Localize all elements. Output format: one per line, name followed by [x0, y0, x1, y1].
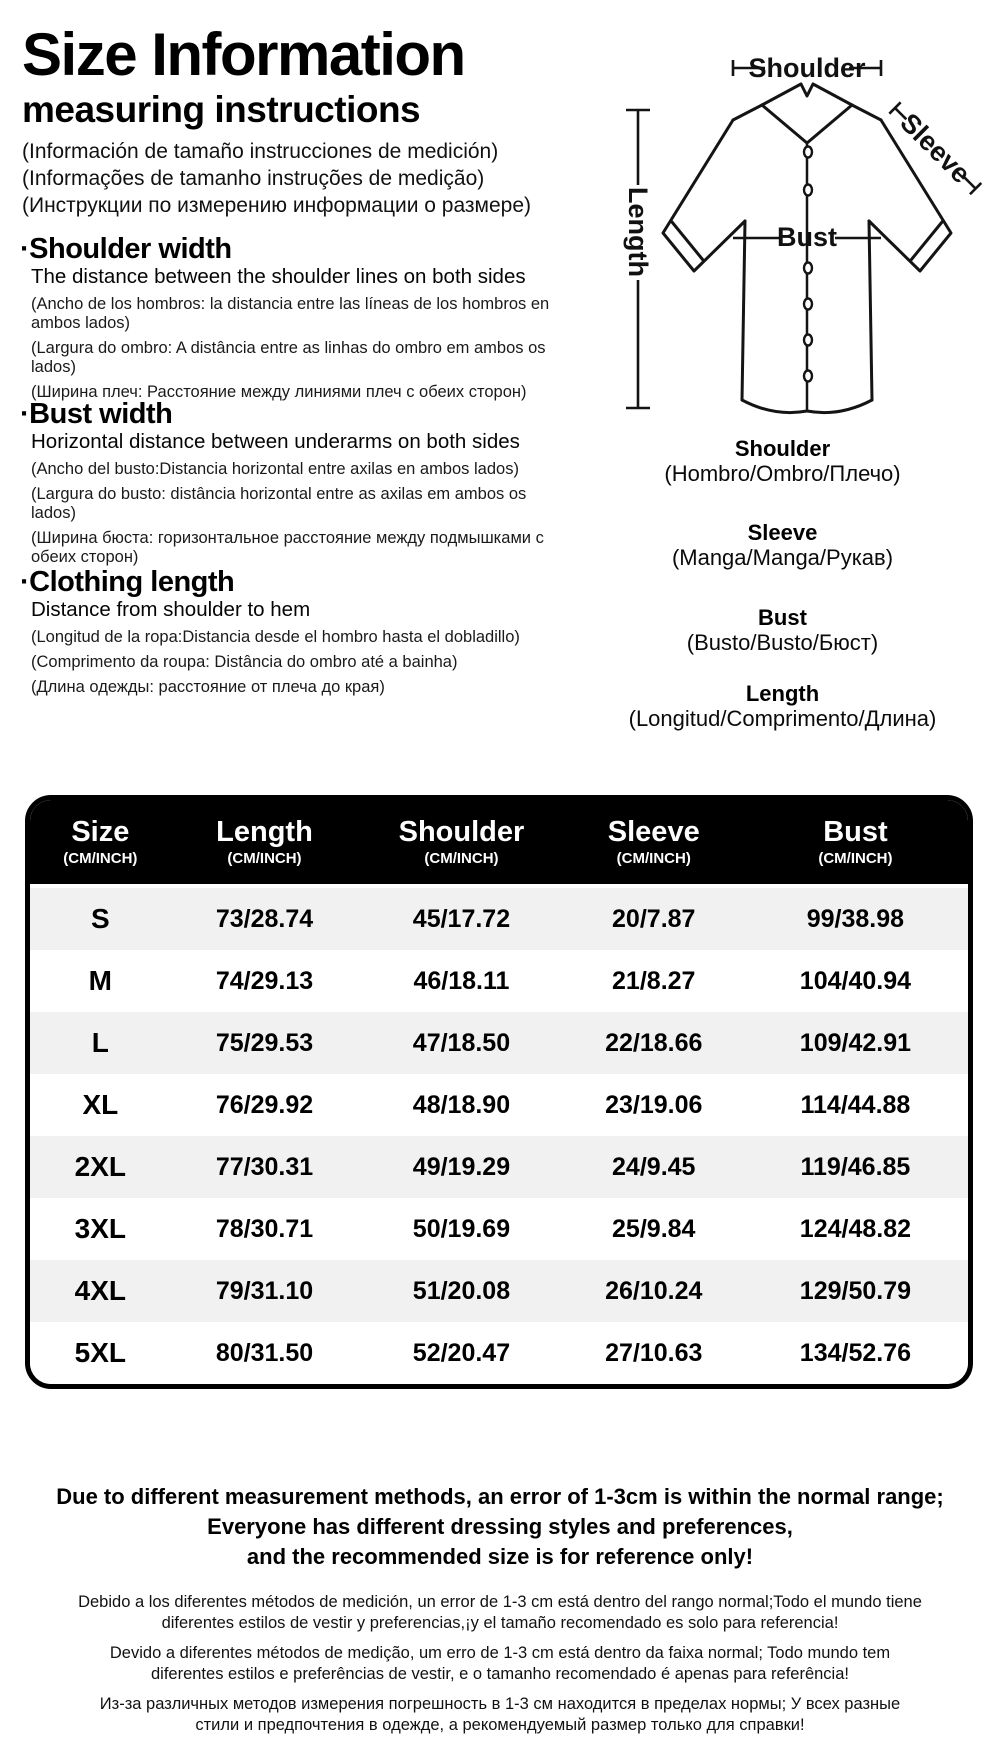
section-translation-es: (Ancho de los hombros: la distancia entre las líneas de los hombros en ambos lados) — [31, 295, 550, 332]
cell-sleeve: 23/19.06 — [605, 1090, 703, 1119]
cell-sleeve: 25/9.84 — [612, 1214, 696, 1243]
column-title: Shoulder — [398, 816, 525, 848]
cell-size: 4XL — [74, 1275, 127, 1306]
cell-length: 78/30.71 — [215, 1214, 314, 1243]
column-header-sleeve — [565, 800, 743, 884]
subtitle-translation-ru: (Инструкции по измерению информации о размере) — [22, 194, 532, 218]
page-title: Size Information — [22, 21, 465, 88]
cell-sleeve: 21/8.27 — [612, 966, 696, 995]
section-heading: ·Clothing length — [20, 566, 235, 598]
disclaimer-block — [0, 1482, 1000, 1736]
cell-bust: 129/50.79 — [799, 1276, 912, 1305]
cell-shoulder: 48/18.90 — [412, 1090, 511, 1119]
cell-shoulder: 47/18.50 — [412, 1028, 511, 1057]
shoulder-measure-label: Shoulder — [748, 53, 866, 83]
column-title: Size — [71, 816, 130, 848]
table-row — [30, 1136, 968, 1198]
length-measure-label: Length — [623, 187, 653, 277]
column-title: Bust — [823, 816, 888, 848]
table-row — [30, 888, 968, 950]
cell-shoulder: 51/20.08 — [412, 1276, 511, 1305]
cell-bust: 134/52.76 — [799, 1338, 912, 1367]
cell-sleeve: 20/7.87 — [612, 904, 696, 933]
cell-size: 3XL — [74, 1213, 127, 1244]
column-unit-note: (CM/INCH) — [227, 850, 302, 867]
cell-shoulder: 49/19.29 — [412, 1152, 511, 1181]
cell-length: 73/28.74 — [215, 904, 314, 933]
column-unit-note: (CM/INCH) — [63, 850, 138, 867]
term-sleeve — [565, 521, 1000, 570]
section-description: The distance between the shoulder lines on both sides — [31, 265, 526, 288]
sleeve-measure-label: Sleeve — [894, 107, 977, 190]
column-unit-note: (CM/INCH) — [616, 850, 691, 867]
title-block — [22, 21, 567, 219]
size-table-header — [30, 800, 968, 888]
column-header-size — [30, 800, 171, 884]
table-row — [30, 1012, 968, 1074]
cell-bust: 119/46.85 — [800, 1152, 911, 1181]
cell-sleeve: 27/10.63 — [605, 1338, 703, 1367]
cell-size: S — [91, 903, 110, 934]
section-translation-pt: (Largura do busto: distância horizontal entre as axilas em ambos os lados) — [31, 485, 527, 522]
term-name: Length — [745, 681, 820, 706]
column-header-shoulder — [358, 800, 564, 884]
term-translations: (Longitud/Comprimento/Длина) — [628, 706, 937, 731]
table-row — [30, 1322, 968, 1384]
disclaimer-en-line1: Due to different measurement methods, an error of 1-3cm is within the normal range; — [56, 1484, 944, 1509]
subtitle-translation-pt: (Informações de tamanho instruções de medição) — [22, 167, 485, 191]
column-header-length — [171, 800, 359, 884]
section-clothing-length — [20, 566, 572, 697]
cell-shoulder: 45/17.72 — [412, 904, 511, 933]
cell-bust: 114/44.88 — [800, 1090, 911, 1119]
cell-shoulder: 50/19.69 — [412, 1214, 511, 1243]
disclaimer-pt: Devido a diferentes métodos de medição, um erro de 1-3 cm está dentro da faixa normal; Todo mundo tem diferentes estilos e preferências de vestir, e o tamanho recomendado é apenas para referência! — [109, 1644, 891, 1683]
cell-size: M — [88, 965, 112, 996]
cell-size: L — [91, 1027, 109, 1058]
term-length — [565, 682, 1000, 731]
page-subtitle: measuring instructions — [22, 89, 421, 131]
section-translation-es: (Longitud de la ropa:Distancia desde el hombro hasta el dobladillo) — [31, 628, 520, 646]
section-translation-es: (Ancho del busto:Distancia horizontal entre axilas en ambos lados) — [31, 460, 519, 478]
section-bust-width — [20, 398, 572, 567]
cell-bust: 104/40.94 — [799, 966, 912, 995]
shirt-measurement-diagram-icon — [555, 40, 1000, 425]
section-translation-ru: (Ширина плеч: Расстояние между линиями плеч с обеих сторон) — [31, 383, 527, 401]
section-translation-pt: (Largura do ombro: A distância entre as linhas do ombro em ambos os lados) — [31, 339, 546, 376]
subtitle-translation-es: (Información de tamaño instrucciones de medición) — [22, 140, 499, 164]
bust-measure-label: Bust — [777, 222, 837, 252]
section-shoulder-width — [20, 233, 572, 402]
cell-bust: 124/48.82 — [799, 1214, 912, 1243]
disclaimer-en-line3: and the recommended size is for reference only! — [246, 1544, 754, 1569]
table-row — [30, 1198, 968, 1260]
cell-length: 74/29.13 — [215, 966, 314, 995]
cell-length: 80/31.50 — [215, 1338, 314, 1367]
cell-shoulder: 46/18.11 — [413, 966, 510, 995]
column-title: Sleeve — [607, 816, 700, 848]
term-translations: (Busto/Busto/Бюст) — [686, 630, 879, 655]
section-translation-pt: (Comprimento da roupa: Distância do ombro até a bainha) — [31, 653, 458, 671]
term-name: Bust — [758, 605, 807, 630]
term-translations: (Hombro/Ombro/Плечо) — [664, 461, 901, 486]
term-translations: (Manga/Manga/Рукав) — [671, 545, 894, 570]
disclaimer-ru: Из-за различных методов измерения погрешность в 1-3 см находится в пределах нормы; У всех разные стили и предпочтения в одежде, а рекомендуемый размер только для справки! — [99, 1695, 901, 1734]
term-name: Sleeve — [747, 520, 818, 545]
cell-sleeve: 24/9.45 — [612, 1152, 696, 1181]
section-description: Horizontal distance between underarms on both sides — [31, 430, 520, 453]
column-title: Length — [216, 816, 313, 848]
cell-sleeve: 26/10.24 — [605, 1276, 703, 1305]
column-header-bust — [743, 800, 968, 884]
cell-bust: 109/42.91 — [799, 1028, 912, 1057]
section-heading: ·Shoulder width — [20, 233, 232, 265]
table-row — [30, 1260, 968, 1322]
section-translation-ru: (Ширина бюста: горизонтальное расстояние между подмышками с обеих сторон) — [31, 529, 544, 566]
section-heading: ·Bust width — [20, 398, 173, 430]
term-name: Shoulder — [734, 436, 831, 461]
term-shoulder — [565, 437, 1000, 486]
column-unit-note: (CM/INCH) — [818, 850, 893, 867]
section-description: Distance from shoulder to hem — [31, 598, 311, 621]
size-table — [25, 795, 973, 1389]
cell-length: 77/30.31 — [215, 1152, 314, 1181]
table-row — [30, 950, 968, 1012]
term-bust — [565, 606, 1000, 655]
cell-shoulder: 52/20.47 — [412, 1338, 511, 1367]
cell-length: 76/29.92 — [215, 1090, 314, 1119]
section-translation-ru: (Длина одежды: расстояние от плеча до края) — [31, 678, 385, 696]
cell-bust: 99/38.98 — [806, 904, 905, 933]
table-row — [30, 1074, 968, 1136]
disclaimer-en-line2: Everyone has different dressing styles and preferences, — [207, 1514, 793, 1539]
cell-sleeve: 22/18.66 — [605, 1028, 703, 1057]
cell-size: 2XL — [74, 1151, 127, 1182]
cell-length: 75/29.53 — [215, 1028, 314, 1057]
column-unit-note: (CM/INCH) — [424, 850, 499, 867]
cell-length: 79/31.10 — [215, 1276, 314, 1305]
disclaimer-es: Debido a los diferentes métodos de medición, un error de 1-3 cm está dentro del rango normal;Todo el mundo tiene diferentes estilos de vestir y preferencias,¡y el tamaño recomendado es solo para referencia! — [78, 1593, 922, 1632]
cell-size: 5XL — [74, 1337, 127, 1368]
cell-size: XL — [82, 1089, 119, 1120]
